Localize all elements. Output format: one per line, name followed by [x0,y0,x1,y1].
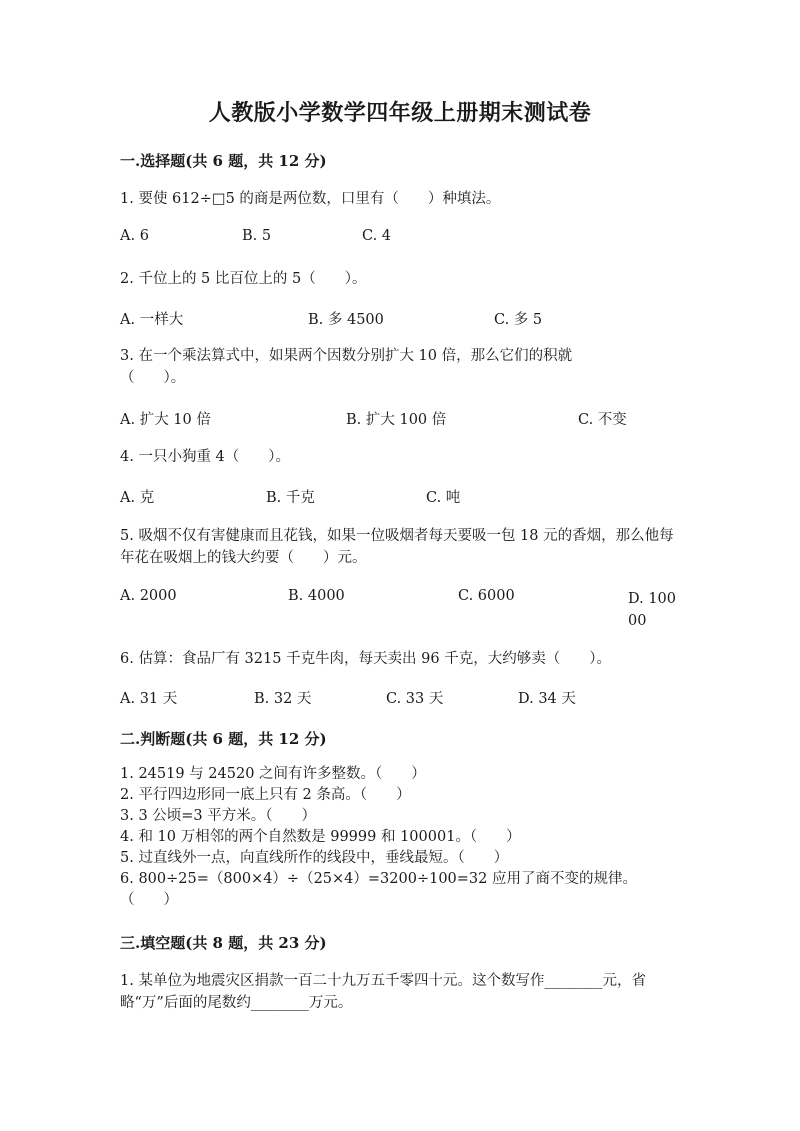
question-text: 3. 在一个乘法算式中，如果两个因数分别扩大 10 倍，那么它们的积就（ ）。 [120,348,573,386]
question-text: 1. 要使 612÷□5 的商是两位数，口里有（ ）种填法。 [120,191,501,207]
list-item: 2. 平行四边形同一底上只有 2 条高。（ ） [120,787,411,803]
question-text: 5. 吸烟不仅有害健康而且花钱，如果一位吸烟者每天要吸一包 18 元的香烟，那么他每年花在吸烟上的钱大约要（ ）元。 [120,528,674,566]
list-item: 6. 800÷25=（800×4）÷（25×4）=3200÷100=32 应用了商不变的规律。（ ） [120,871,637,908]
question-text: 4. 一只小狗重 4（ ）。 [120,449,291,465]
option-d: D. 34 天 [518,691,576,707]
list-item: 3. 3 公顷=3 平方米。（ ） [120,808,317,824]
section-heading-fill: 三.填空题(共 8 题，共 23 分) [120,934,327,952]
option-a: A. 2000 [120,588,177,604]
option-b: B. 32 天 [254,691,312,707]
question-text: 1. 某单位为地震灾区捐款一百二十九万五千零四十元。这个数写作________元，省略“万”后面的尾数约________万元。 [120,973,646,1011]
option-b: B. 4000 [288,588,345,604]
option-a: A. 6 [120,228,149,244]
option-c: C. 33 天 [386,691,444,707]
option-b: B. 扩大 100 倍 [346,412,447,428]
options-row [120,308,680,330]
option-b: B. 多 4500 [308,312,384,328]
judge-list [120,764,680,911]
question-text: 6. 估算：食品厂有 3215 千克牛肉，每天卖出 96 千克，大约够卖（ ）。 [120,651,611,667]
options-row [120,687,680,709]
options-row [120,408,680,430]
option-c: C. 多 5 [494,312,543,328]
option-a: A. 扩大 10 倍 [120,412,211,428]
option-b: B. 千克 [266,490,315,506]
option-c: C. 6000 [458,588,515,604]
option-a: A. 克 [120,490,155,506]
option-a: A. 31 天 [120,691,178,707]
option-c: C. 吨 [426,490,461,506]
options-row [120,228,680,250]
option-c: C. 4 [362,228,392,244]
list-item: 1. 24519 与 24520 之间有许多整数。（ ） [120,766,426,782]
section-heading-judge: 二.判断题(共 6 题，共 12 分) [120,730,327,748]
option-d: D. 10000 [628,591,677,629]
page-title: 人教版小学数学四年级上册期末测试卷 [208,100,592,126]
option-c: C. 不变 [578,412,627,428]
question-text: 2. 千位上的 5 比百位上的 5（ ）。 [120,271,367,287]
options-row [120,486,680,508]
list-item: 4. 和 10 万相邻的两个自然数是 99999 和 100001。（ ） [120,829,521,845]
options-row [120,588,680,629]
section-heading-choice: 一.选择题(共 6 题，共 12 分) [120,152,327,170]
list-item: 5. 过直线外一点，向直线所作的线段中，垂线最短。（ ） [120,850,509,866]
option-a: A. 一样大 [120,312,184,328]
option-b: B. 5 [242,228,272,244]
